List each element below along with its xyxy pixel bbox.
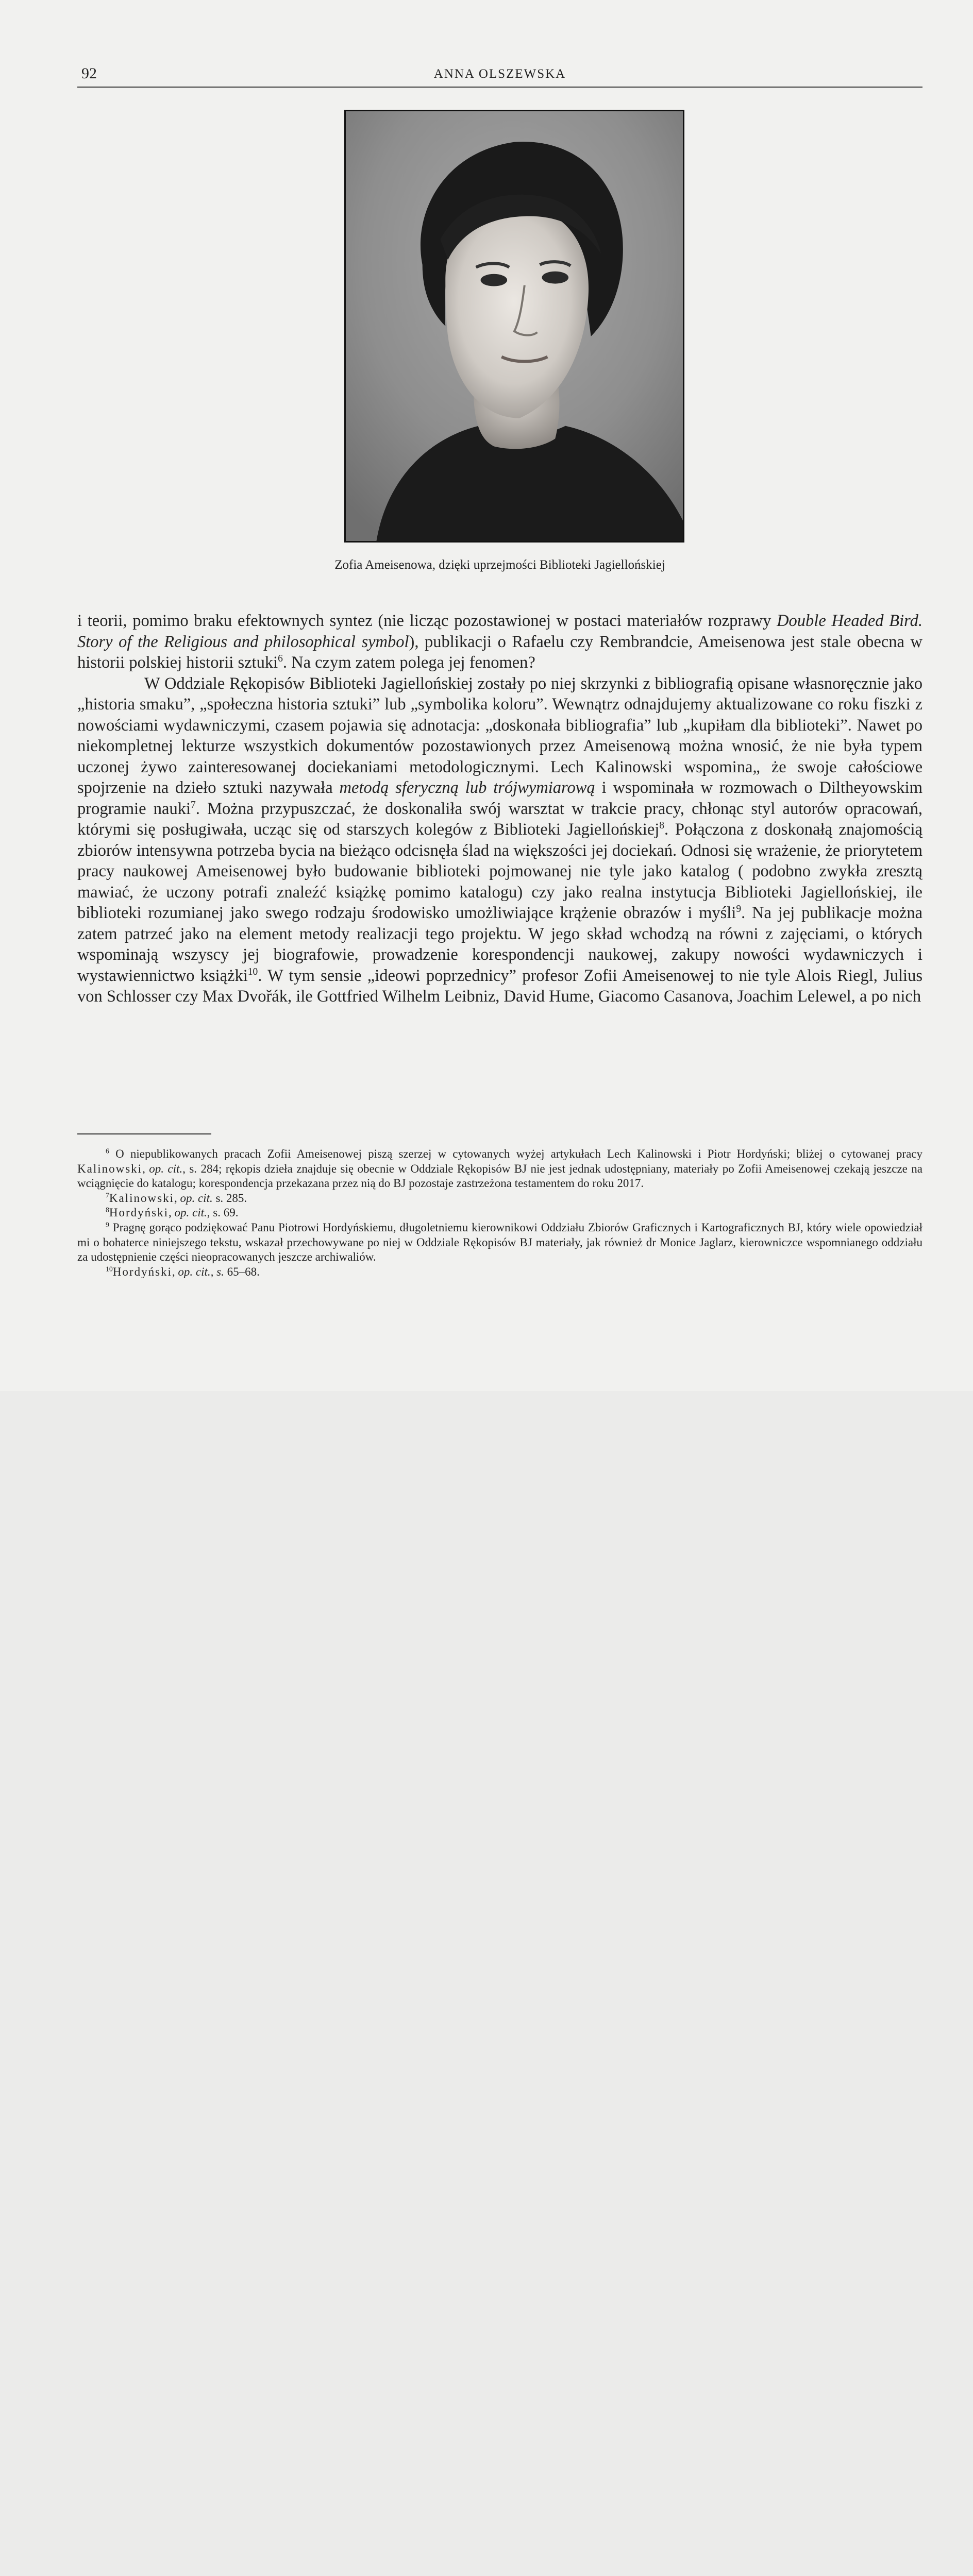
photo-caption: Zofia Ameisenowa, dzięki uprzejmości Biblioteki Jagiellońskiej [334,558,665,572]
footnote-7: $^7$Kalinowski, op. cit. s. 285. [106,1191,247,1205]
page-number: 92 [81,65,97,82]
footnote-ref-9[interactable]: 9 [736,904,742,915]
method-phrase: metodą sferyczną lub trójwymiarową [339,778,595,797]
footnote-10: $^{10}$Hordyński, op. cit., s. 65–68. [106,1265,260,1278]
running-head [77,62,922,88]
paragraph-2: W Oddziale Rękopisów Biblioteki Jagiellońskiej zostały po niej skrzynki z bibliografią opisane własnoręcznie jako „historia smaku”, „społeczna historia sztuki” lub „symbolika koloru”. Wewnątrz odnajdujemy aktualizowane co roku fiszki z nowościami wydawniczymi, czasem pojawia się adnotacja: „doskonała bibliografia” lub „kupiłam dla biblioteki”. Nawet po niekompletnej lekturze wszystkich dokumentów pozostawionych przez Ameisenową można wnosić, że nie była typem uczonej żywo zainteresowanej dociekaniami metodologicznymi. Lech Kalinowski wspomina„ że swoje całościowe spojrzenie na dzieło sztuki nazywała metodą sferyczną lub trójwymiarową i wspominała w rozmowach o Diltheyowskim programie nauki$^7$. Można przypuszczać, że doskonaliła swój warsztat w trakcie pracy, chłonąc styl autorów opracowań, którymi się posługiwała, ucząc się od starszych kolegów z Biblioteki Jagiellońskiej$^8$. Połączona z doskonałą znajomością zbiorów intensywna potrzeba bycia na bieżąco odcisnęła ślad na większości jej dociekań. Odnosi się wrażenie, że priorytetem pracy naukowej Ameisenowej było budowanie biblioteki pojmowanej nie tyle jako katalog ( podobno zwykła zresztą mawiać, że uczony potrafi znaleźć książkę pomimo katalogu) czy jako realna instytucja Biblioteki Jagiellońskiej, ile biblioteki rozumianej jako swego rodzaju środowisko umożliwiające krążenie obrazów i myśli$^9$. Na jej publikacje można zatem patrzeć jako na element metody realizacji tego projektu. W jego skład wchodzą na równi z zajęciami, o których wspominają wszyscy jej biografowie, prowadzenie korespondencji naukowej, zakupy nowości wydawniczych i wystawiennictwo książki$^{10}$. W tym sensie „ideowi poprzednicy” profesor Zofii Ameisenowej to nie tyle Alois Riegl, Julius von Schlosser czy Max Dvořák, ile Gottfried Wilhelm Leibniz, David Hume, Giacomo Casanova, Joachim Lelewel, a po nich [77,674,922,1006]
footnote-9: $^9$ Pragnę gorąco podziękować Panu Piotrowi Hordyńskiemu, długoletniemu kierownikowi Oddziału Zbiorów Graficznych i Kartograficznych BJ, który wiele opowiedział mi o bohaterce niniejszego tekstu, wskazał przechowywane po niej w Oddziale Rękopisów BJ materiały, jak również dr Monice Jaglarz, kierowniczce wspomnianego oddziału za udostępnienie części nieopracowanych jeszcze archiwaliów. [77,1221,922,1264]
portrait-photo [344,110,684,543]
footnote-ref-7[interactable]: 7 [191,799,196,810]
portrait-illustration [346,111,683,541]
footnote-rule [77,1133,211,1134]
footnote-6: $^6$ O niepublikowanych pracach Zofii Ameisenowej piszą szerzej w cytowanych wyżej artykułach Lech Kalinowski i Piotr Hordyński; bliżej o cytowanej pracy Kalinowski, op. cit., s. 284; rękopis dzieła znajduje się obecnie w Oddziale Rękopisów BJ nie jest jednak udostępniany, materiały po Zofii Ameisenowej czekają jeszcze na wciągnięcie do katalogu; korespondencja przekazana przez nią do BJ pozostaje zastrzeżona testamentem do roku 2017. [77,1147,922,1190]
paragraph-1: i teorii, pomimo braku efektownych syntez (nie licząc pozostawionej w postaci materiałów rozprawy Double Headed Bird. Story of the Religious and philosophical symbol), publikacji o Rafaelu czy Rembrandcie, Ameisenowa jest stale obecna w historii polskiej historii sztuki$^6$. Na czym zatem polega jej fenomen? [77,612,922,672]
body-text [77,611,922,1007]
footnote-ref-10[interactable]: 10 [247,966,258,977]
footnote-ref-8[interactable]: 8 [659,820,665,832]
book-title: Double Headed Bird. Story of the Religious and philosophical symbol [77,612,922,651]
footnotes [77,1147,922,1279]
footnote-ref-6[interactable]: 6 [278,653,283,665]
running-title: ANNA OLSZEWSKA [433,67,566,81]
digitization-footer [0,1391,973,1462]
footnote-8: $^8$Hordyński, op. cit., s. 69. [106,1206,239,1219]
